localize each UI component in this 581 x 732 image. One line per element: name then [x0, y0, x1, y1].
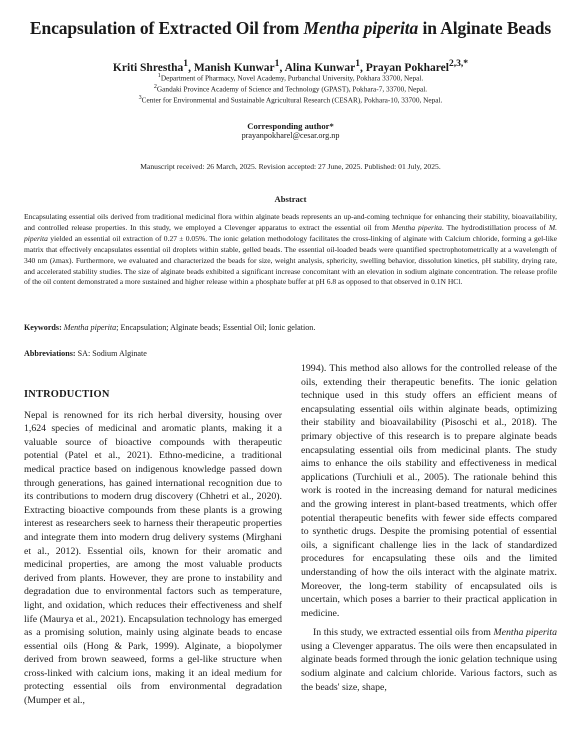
left-column	[24, 388, 282, 708]
author-list: Kriti Shrestha$^1$, Manish Kunwar$^1$, Alina Kunwar$^1$, Prayan Pokharel$^{2,3,*}$	[112, 58, 469, 74]
corresponding-email-link[interactable]: prayanpokharel@cesar.org.np	[241, 131, 340, 140]
title-suffix: in Alginate Beads	[418, 18, 552, 38]
affiliation-line: $^1$Department of Pharmacy, Novel Academy, Purbanchal University, Pokhara 33700, Nepal.	[157, 73, 424, 83]
abbreviations-line: Abbreviations: SA: Sodium Alginate	[24, 349, 147, 358]
corresponding-author	[0, 121, 581, 141]
intro-paragraph: In this study, we extracted essential oils from Mentha piperita using a Clevenger apparatus. The oils were then encapsulated in alginate beads formed through the ionic gelation technique using sodium alginate and calcium chloride. Various factors, such as the beads' size, shape,	[301, 627, 557, 693]
title-species: Mentha piperita	[303, 18, 419, 38]
affiliations	[0, 72, 581, 105]
title-prefix: Encapsulation of Extracted Oil from	[29, 18, 304, 38]
abstract-heading: Abstract	[274, 194, 307, 204]
author-affiliation-mark: 1	[355, 58, 361, 69]
right-column	[301, 362, 557, 694]
corresponding-author-label: Corresponding author*	[247, 121, 334, 131]
affiliation-line: $^2$Gandaki Province Academy of Science and Technology (GPAST), Pokhara-7, 33700, Nepal.	[153, 83, 428, 94]
author-affiliation-mark: 1	[274, 58, 280, 69]
keywords-line: Keywords: Mentha piperita; Encapsulation; Alginate beads; Essential Oil; Ionic gelation.	[24, 323, 316, 332]
abbreviations-label: Abbreviations:	[24, 349, 78, 358]
affiliation-line: $^3$Center for Environmental and Sustainable Agricultural Research (CESAR), Pokhara-10, 33700, Nepal.	[138, 94, 443, 105]
author-name: Prayan Pokharel	[365, 61, 449, 74]
abstract-body: Encapsulating essential oils derived from traditional medicinal flora within alginate beads represents an up-and-coming technique for enhancing their stability, bioavailability, and controlled release properties. In this study, we employed a Clevenger apparatus to extract the essential oil from Mentha piperita. The hydrodistillation process of M. piperita yielded an essential oil extraction of 0.27 ± 0.05%. The ionic gelation methodology facilitates the cross-linking of alginate with Calcium chloride, forming a gel-like matrix that effectively encapsulates essential oil droplets within stable, gelled beads. The essential oil-loaded beads were quantified spectrophotometrically at a wavelength of 340 nm (λmax). Furthermore, we evaluated and characterized the beads for size, weight analysis, sphericity, swelling behavior, dissolution kinetics, pH stability, drying rate, and accelerated stability studies. The size of alginate beads exhibited a significant increase concomitant with an elevation in sodium alginate concentration. The release profile of the oil content demonstrated a more sustained and higher release within a phosphate buffer at pH 6.8 as opposed to that observed in 0.1N HCl.	[24, 212, 557, 287]
paper-title	[0, 18, 581, 39]
section-heading-introduction: INTRODUCTION	[24, 389, 110, 400]
author-affiliation-mark: 1	[183, 58, 189, 69]
manuscript-history: Manuscript received: 26 March, 2025. Revision accepted: 27 June, 2025. Published: 01 July, 2025.	[140, 162, 441, 171]
intro-paragraph-continued: 1994). This method also allows for the controlled release of the oils, extending their therapeutic benefits. The ionic gelation technique used in this study offers an efficient means of encapsulating essential oils within alginate beads, optimizing their stability and bioavailability (Pisoschi et al., 2018). The primary objective of this research is to prepare alginate beads encapsulating essential oils from medicinal plants. The study aims to enhance the oils stability and effectiveness in medical applications (Turchiuli et al., 2005). The rationale behind this work is rooted in the increasing demand for natural medicines and the growing interest in plant-based treatments, which offer potential therapeutic benefits with fewer side effects compared to synthetic drugs. Despite the promising potential of essential oils, a significant challenge lies in the lack of standardized procedures for encapsulating these oils and the limited understanding of how the oils interact with the alginate matrix. Moreover, the long-term stability of encapsulated oils is uncertain, which poses a barrier to their practical application in medicine.	[301, 363, 557, 619]
author-name: Alina Kunwar	[284, 61, 356, 74]
intro-paragraph: Nepal is renowned for its rich herbal diversity, housing over 1,624 species of medicinal and aromatic plants, making it a valuable source of bioactive compounds with therapeutic potential (Patel et al., 2021). Ethno-medicine, a traditional medical practice based on indigenous knowledge passed down through generations, has gained international recognition due to its contributions to modern drug discovery (Chhetri et al., 2020). Extracting bioactive compounds from these plants is a growing interest as researchers seek to harness their therapeutic properties and integrate them into modern drug delivery systems (Mirghani et al., 2012). Essential oils, known for their aromatic and medicinal properties, are among the most valuable products derived from plants. However, they are prone to instability and degradation due to environmental factors such as temperature, light, and oxidation, which reduces their effectiveness and shelf life (Maurya et al., 2021). Encapsulation technology has emerged as a promising solution, mainly using alginate beads to encase essential oils (Hong & Park, 1999). Alginate, a biopolymer derived from brown seaweed, forms a gel-like structure when cross-linked with calcium ions, making it an ideal medium for protecting essential oils from environmental degradation (Mumper et al.,	[24, 409, 282, 707]
author-name: Manish Kunwar	[193, 61, 275, 74]
author-name: Kriti Shrestha	[112, 61, 184, 74]
author-affiliation-mark: 2,3,*	[448, 58, 469, 69]
keywords-label: Keywords:	[24, 323, 64, 332]
